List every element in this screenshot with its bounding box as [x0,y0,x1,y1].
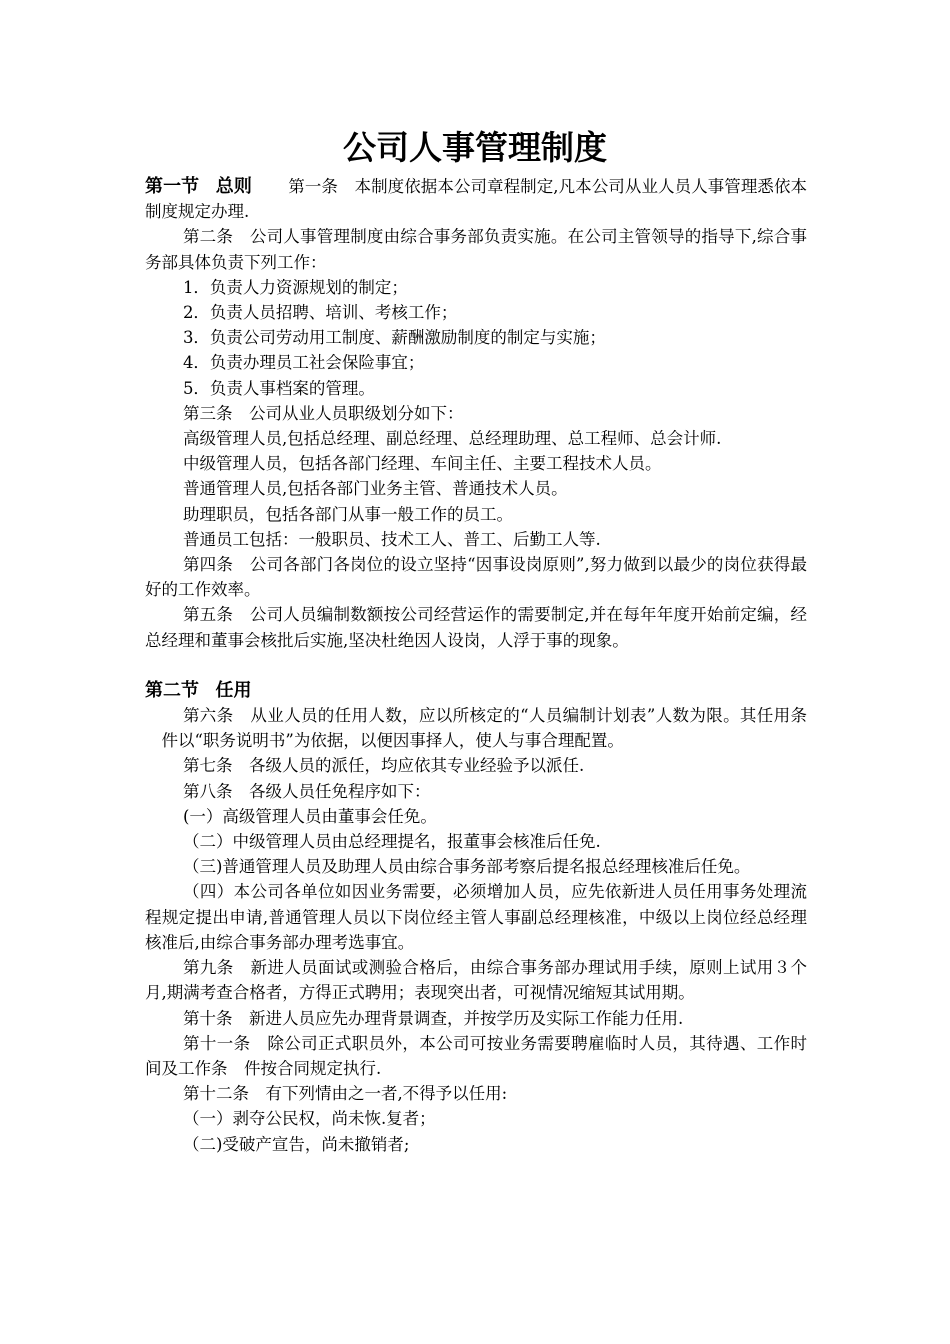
article-11-text-a: 除公司正式职员外，本公司可按业务需要聘雇临时人员，其待遇、工作时间及工作条 [145,1033,808,1078]
section-2-heading-number: 第二节 [145,679,199,701]
procedure-item: （二）中级管理人员由总经理提名，报董事会核准后任免. [182,832,601,852]
article-9-label: 第九条 [182,958,234,978]
article-8-label: 第八条 [182,781,233,801]
procedure-item: (一）高级管理人员由董事会任免。 [182,806,437,826]
article-1-text: 本制度依据本公司章程制定,凡本公司从业人员人事管理悉依本制度规定办理. [145,177,808,222]
article-9-text: 新进人员面试或测验合格后，由综合事务部办理试用手续，原则上试用３个月,期满考查合格者，方得正式聘用；表现突出者，可视情况缩短其试用期。 [145,958,808,1003]
procedure-item: （三)普通管理人员及助理人员由综合事务部考察后提名报总经理核准后任免。 [182,857,751,877]
article-11-text-b: 件按合同规定执行. [244,1058,382,1078]
exclusion-item: （二)受破产宣告，尚未撤销者; [182,1134,410,1154]
article-10 [145,1006,807,1031]
article-12-label: 第十二条 [182,1084,249,1104]
article-2 [145,224,807,274]
section-2-heading-title: 任用 [215,679,252,701]
list-item: 5．负责人事档案的管理。 [182,378,375,398]
article-7-label: 第七条 [182,756,233,776]
document-title: 公司人事管理制度 [343,128,607,167]
grade-item: 普通管理人员,包括各部门业务主管、普通技术人员。 [182,479,568,499]
document-body [145,174,807,1157]
article-4 [145,552,807,602]
article-7-text: 各级人员的派任，均应依其专业经验予以派任. [248,756,585,776]
grade-item: 助理职员，包括各部门从事一般工作的员工。 [182,504,513,524]
article-12-text: 有下列情由之一者,不得予以任用: [265,1084,508,1104]
article-6-text-b: 件以“职务说明书”为依据，以便因事择人，使人与事合理配置。 [161,731,624,751]
article-5-text: 公司人员编制数额按公司经营运作的需要制定,并在每年年度开始前定编，经总经理和董事会核批后实施,坚决杜绝因人设岗，人浮于事的现象。 [145,605,808,650]
article-2-text: 公司人事管理制度由综合事务部负责实施。在公司主管领导的指导下,综合事务部具体负责下列工作： [145,227,808,272]
list-item: 3．负责公司劳动用工制度、薪酬激励制度的制定与实施； [182,328,606,348]
article-3-label: 第三条 [182,403,233,423]
article-1 [145,174,807,224]
article-6-label: 第六条 [182,706,234,726]
list-item: 4．负责办理员工社会保险事宜； [182,353,425,373]
grade-item: 高级管理人员,包括总经理、副总经理、总经理助理、总工程师、总会计师. [182,429,722,449]
section-1-heading-title: 总则 [215,176,252,197]
article-6 [145,703,807,753]
article-2-label: 第二条 [182,227,234,247]
article-6-text-a: 从业人员的任用人数，应以所核定的“人员编制计划表”人数为限。其任用条 [250,706,808,726]
article-11 [145,1031,807,1081]
procedure-item: （四）本公司各单位如因业务需要，必须增加人员，应先依新进人员任用事务处理流程规定提出申请,普通管理人员以下岗位经主管人事副总经理核准，中级以上岗位经总经理核准后,由综合事务部办理考选事宜。 [145,882,807,952]
article-8 [145,779,807,804]
grade-item: 普通员工包括：一般职员、技术工人、普工、后勤工人等. [182,529,601,549]
list-item: 1．负责人力资源规划的制定； [182,277,408,297]
grade-item: 中级管理人员，包括各部门经理、车间主任、主要工程技术人员。 [182,454,662,474]
article-12 [145,1081,807,1106]
article-10-label: 第十条 [182,1008,233,1028]
article-3 [145,401,807,426]
article-4-text: 公司各部门各岗位的设立坚持“因事设岗原则”,努力做到以最少的岗位获得最好的工作效率。 [145,555,808,600]
exclusion-item: （一）剥夺公民权，尚未恢.复者； [182,1109,436,1129]
article-11-label: 第十一条 [182,1033,251,1053]
list-item: 2．负责人员招聘、培训、考核工作； [182,303,458,323]
article-5-label: 第五条 [182,605,234,625]
article-3-text: 公司从业人员职级划分如下： [248,403,464,423]
section-2-heading [145,678,807,703]
article-7 [145,753,807,778]
article-8-text: 各级人员任免程序如下： [248,781,431,801]
article-4-label: 第四条 [182,555,234,575]
article-1-label: 第一条 [288,177,338,196]
article-9 [145,955,807,1005]
section-1-heading-number: 第一节 [145,176,200,197]
article-10-text: 新进人员应先办理背景调查，并按学历及实际工作能力任用. [248,1008,684,1028]
article-5 [145,602,807,652]
